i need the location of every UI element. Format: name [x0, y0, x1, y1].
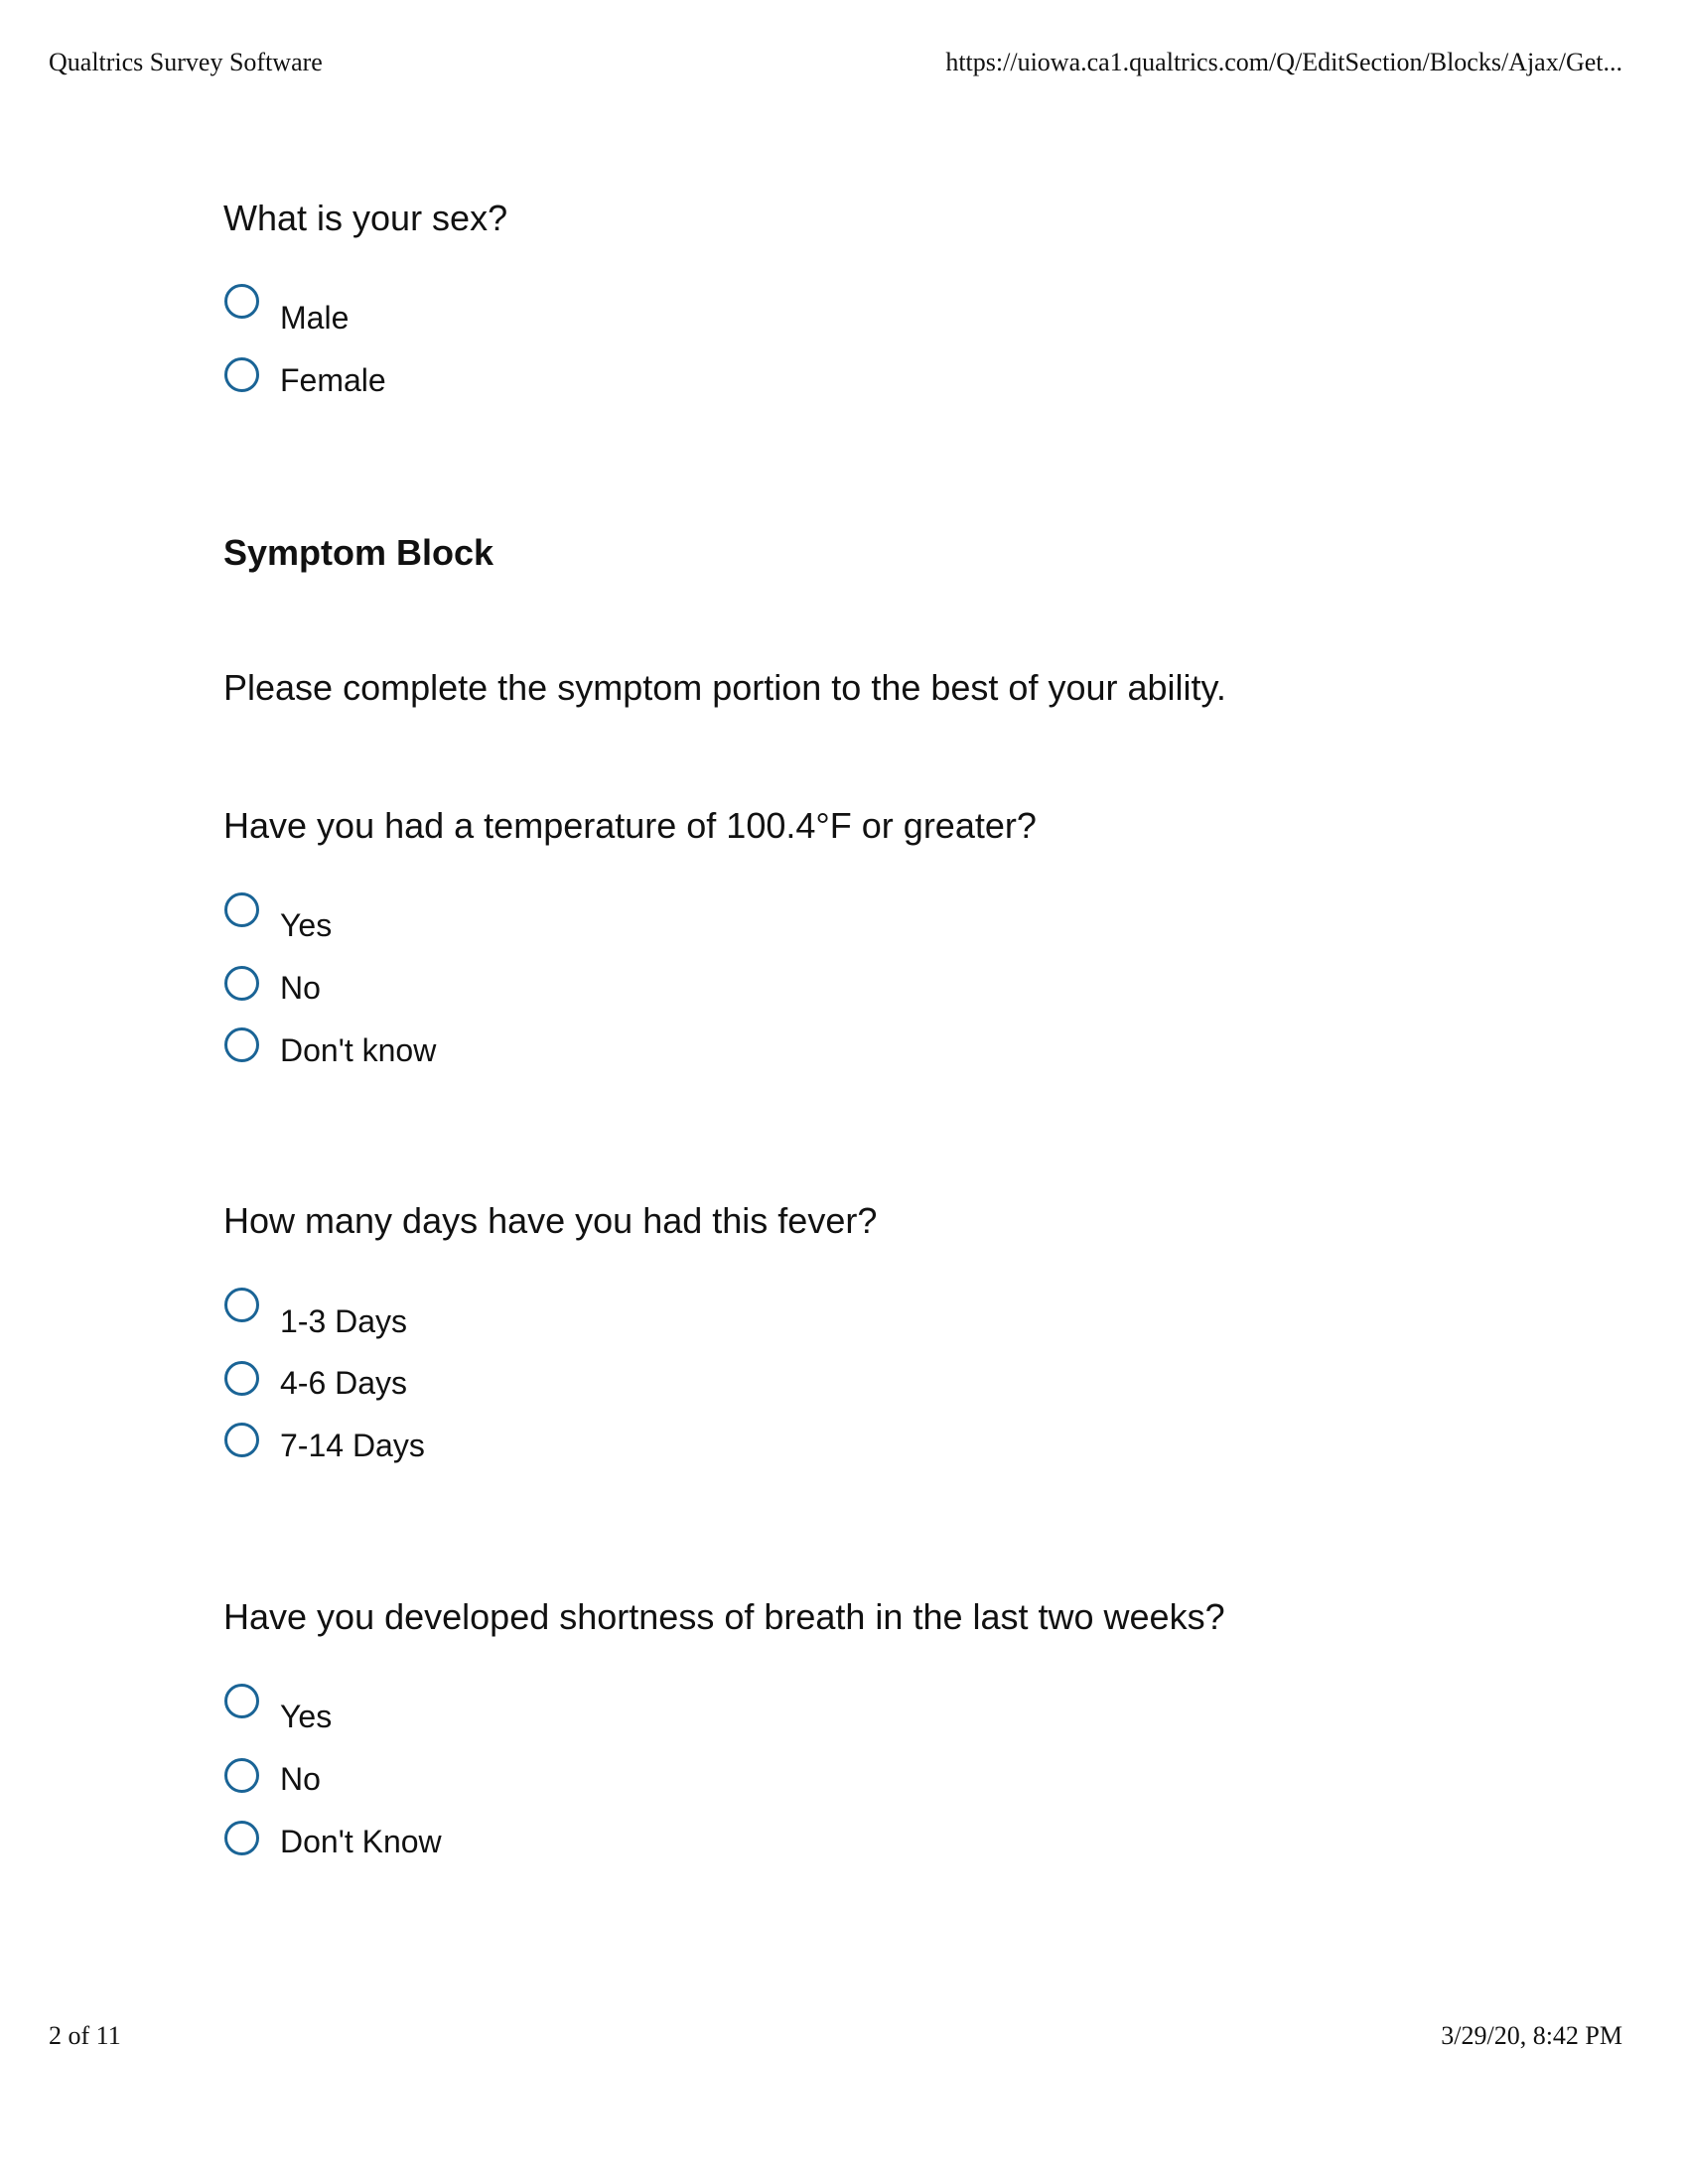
radio-temp-no[interactable]	[224, 966, 259, 1001]
option-label-breath-no: No	[280, 1761, 321, 1797]
block-intro: Please complete the symptom portion to the best of your ability.	[223, 667, 1226, 708]
question-temperature: Have you had a temperature of 100.4°F or greater?	[223, 805, 1037, 846]
page-header-url: https://uiowa.ca1.qualtrics.com/Q/EditSection/Blocks/Ajax/Get...	[945, 48, 1622, 76]
radio-breath-dont-know[interactable]	[224, 1821, 259, 1855]
radio-temp-yes[interactable]	[224, 892, 259, 927]
option-label-breath-yes: Yes	[280, 1699, 333, 1734]
option-label-days-7-14: 7-14 Days	[280, 1428, 425, 1463]
option-label-breath-dont-know: Don't Know	[280, 1824, 442, 1859]
radio-days-1-3[interactable]	[224, 1288, 259, 1322]
block-title: Symptom Block	[223, 532, 494, 573]
question-sex: What is your sex?	[223, 198, 508, 238]
option-label-male: Male	[280, 300, 350, 336]
question-shortness-of-breath: Have you developed shortness of breath in the last two weeks?	[223, 1596, 1225, 1637]
radio-days-7-14[interactable]	[224, 1423, 259, 1457]
option-label-temp-dont-know: Don't know	[280, 1032, 437, 1068]
option-label-female: Female	[280, 362, 386, 398]
question-fever-days: How many days have you had this fever?	[223, 1200, 878, 1241]
print-datetime: 3/29/20, 8:42 PM	[1441, 2021, 1622, 2050]
radio-temp-dont-know[interactable]	[224, 1027, 259, 1062]
option-label-days-1-3: 1-3 Days	[280, 1303, 408, 1339]
radio-male[interactable]	[224, 284, 259, 319]
page-number: 2 of 11	[49, 2021, 121, 2050]
option-label-days-4-6: 4-6 Days	[280, 1365, 408, 1401]
option-label-temp-no: No	[280, 970, 321, 1006]
radio-breath-no[interactable]	[224, 1758, 259, 1793]
option-label-temp-yes: Yes	[280, 907, 333, 943]
radio-days-4-6[interactable]	[224, 1361, 259, 1396]
page-header-title: Qualtrics Survey Software	[49, 48, 323, 76]
radio-breath-yes[interactable]	[224, 1684, 259, 1718]
radio-female[interactable]	[224, 357, 259, 392]
